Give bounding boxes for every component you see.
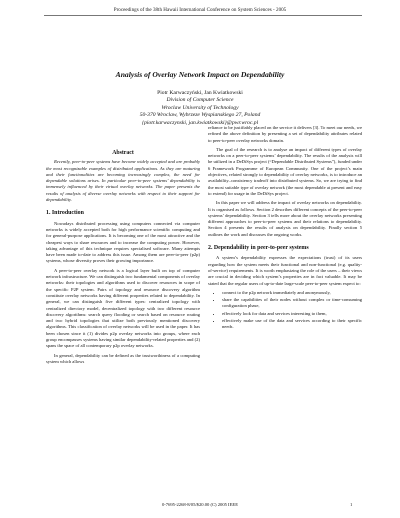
intro-paragraph: In this paper we will address the impact of overlay networks on dependability. It is organised as follows. Section 2 describes different concepts of the peer-to-peer systems’ dependability. Section 3 tells more about the overlay networks presenting different approaches to peer-to-peer systems and their relations to dependability. Section 4 presents the results of analysis on dependability. Finally section 5 outlines the work and discusses the ongoing works. [208,200,362,237]
list-item: • connect to the p2p network immediately and anonymously, [222,290,362,296]
intro-paragraph: A peer-to-peer overlay network is a logical layer built on top of computer network infrastructure. We can distinguish two fundamental components of overlay networks: their topologies and algorithms used to discover resources in scope of the specific P2P system. Pairs of topology and resource discovery algorithm constitute overlay networks having different properties related to dependability. In general, we can distinguish five different types: centralized topology with centralized directory model, decentralized topology with two different resource discovery algorithms: search query flooding or search based on resource routing and two hybrid topologies that utilize both previously mentioned discovery algorithms. This classification of overlay networks will be used in the paper. It has been chosen since it (1) divides p2p overlay networks into groups, where each group encompasses systems having similar dependability-related properties and (2) spans the space of all contemporary p2p overlay networks. [46,267,200,349]
intro-paragraph-continued: reliance to be justifiably placed on the service it delivers [3]. To meet our needs, we refined the above definition by presenting a set of dependability attributes related to peer-to-peer overlay networks domain. [208,125,362,143]
list-item: • effectively make use of the data and services according to their specific needs. [222,318,362,331]
left-column [46,150,200,368]
author-block [0,90,400,127]
page-number: 1 [350,502,353,507]
paper-title: Analysis of Overlay Network Impact on Dependability [115,70,285,79]
footer-copyright: 0-7695-2268-8/05/$20.00 (C) 2005 IEEE [161,502,239,507]
author-names: Piotr Karwaczyński, Jan Kwiatkowski [157,90,243,96]
list-item: • share the capabilities of their nodes without complex or time-consuming configuration phase, [222,297,362,310]
dependability-paragraph: A system’s dependability expresses the expectations (trust) of its users regarding how the system meets their functional and non-functional (e.g. quality-of-service) requirements. It is worth emphasizing the role of the users – their views are crucial in deciding which system’s properties are in fact valuable. It may be stated that the regular users of up-to-date large-scale peer-to-peer system expect to: [208,255,362,286]
list-item: • effectively look for data and services interesting to them, [222,311,362,317]
intro-paragraph: In general, dependability can be defined as the trustworthiness of a computing system which allows [46,352,200,364]
author-emails: {piotr.karwaczynski, jan.kwiatkowski}@pwr.wroc.pl [141,119,259,126]
user-expectations-list [208,290,362,331]
intro-paragraph: Nowadays distributed processing using computers connected via computer networks is widely accepted both for high performance scientific computing and for general-purpose applications. It is becoming one of the most attractive and the cheapest ways to share resources and to increase the computing power. However, taking advantage of this technique requires specialised software. Many attempts have been made to-date to address this issue. Among them are peer-to-peer (p2p) systems, whose diversity proves their growing importance. [46,220,200,264]
abstract-heading: Abstract [112,150,134,156]
author-division: Division of Computer Science [166,97,234,104]
abstract-text: Recently, peer-to-peer systems have become widely accepted and are probably the most recognizable examples of distributed applications. As they are maturing and their functionalities are becoming increasingly complex, the need for dependable solutions arises. In particular peer-to-peer systems’ dependability is immensely influenced by their virtual overlay networks. The paper presents the results of analysis of diverse overlay networks with respect to their support for dependability. [46,159,200,203]
header-rule [44,15,362,16]
section-heading-dependability: 2. Dependability in peer-to-peer systems [208,245,309,252]
section-heading-introduction: 1. Introduction [46,210,84,217]
running-head: Proceedings of the 38th Hawaii International Conference on System Sciences - 2005 [113,7,287,13]
intro-paragraph: The goal of the research is to analyse an impact of different types of overlay networks on a peer-to-peer systems’ dependability. The results of the analysis will be utilized in a DeDiSys project (“Dependable Distributed Systems”), funded under 6 Framework Programme of European Community. One of the project’s main objectives, related strongly to dependability of overlay networks, is to introduce an availability–consistency tradeoff into distributed systems. So, we are trying to find the most suitable type of overlay network (the most dependable at present and easy to extend) for usage in the DeDiSys project. [208,146,362,196]
author-university: Wroclaw University of Technology [161,104,239,111]
right-column [208,125,362,332]
author-address: 50-370 Wroclaw, Wybrzeze Wyspianskiego 27, Poland [139,112,261,119]
